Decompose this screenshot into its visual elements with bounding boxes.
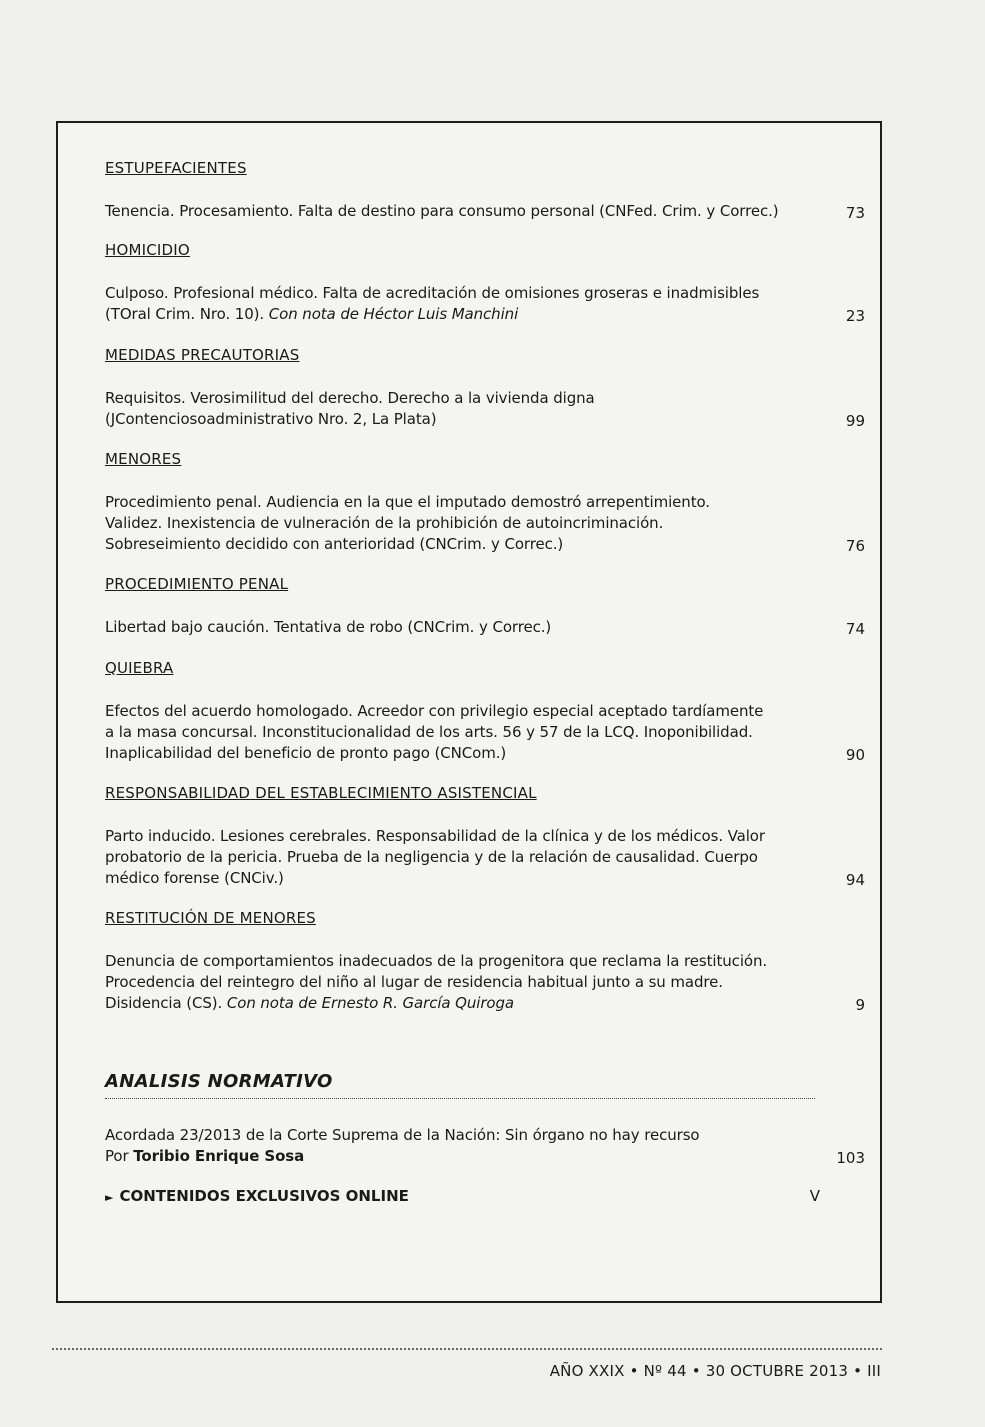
page-number: 94: [845, 871, 865, 889]
heading-medidas-precautorias: MEDIDAS PRECAUTORIAS: [105, 346, 300, 364]
entry-text: Efectos del acuerdo homologado. Acreedor con privilegio especial aceptado tardíamente a la masa concursal. Inconstitucionalidad de los arts. 56 y 57 de la LCQ. Inoponibilidad. Inaplicabilidad del beneficio de pronto pago (CNCom.): [105, 702, 764, 762]
page-number: 99: [845, 412, 865, 430]
author-name: Toribio Enrique Sosa: [133, 1147, 305, 1165]
page-number: 90: [845, 746, 865, 764]
heading-procedimiento-penal: PROCEDIMIENTO PENAL: [105, 575, 289, 593]
contents-frame: [56, 121, 882, 1303]
page-number: 9: [855, 996, 865, 1014]
entry-estupefacientes: [105, 201, 865, 222]
entry-analisis-normativo: [105, 1125, 865, 1167]
section-divider: [105, 1098, 815, 1099]
entry-menores: [105, 492, 865, 555]
entry-text: Requisitos. Verosimilitud del derecho. Derecho a la vivienda digna (JContenciosoadministrativo Nro. 2, La Plata): [105, 389, 595, 428]
entry-quiebra: [105, 701, 865, 764]
heading-quiebra: QUIEBRA: [105, 659, 174, 677]
entry-text: Procedimiento penal. Audiencia en la que el imputado demostró arrepentimiento. Validez. Inexistencia de vulneración de la prohibición de autoincriminación. Sobreseimiento decidido con anterioridad (CNCrim. y Correc.): [105, 493, 710, 553]
triangle-right-icon: ►: [105, 1191, 114, 1204]
page-number: 103: [836, 1149, 865, 1167]
heading-menores: MENORES: [105, 450, 182, 468]
entry-homicidio: [105, 283, 865, 325]
footer-divider: [52, 1348, 882, 1350]
section-title-analisis-normativo: ANALISIS NORMATIVO: [105, 1071, 333, 1092]
entry-text: Libertad bajo caución. Tentativa de robo (CNCrim. y Correc.): [105, 618, 552, 636]
entry-restitucion-de-menores: [105, 951, 865, 1014]
entry-medidas-precautorias: [105, 388, 865, 430]
entry-text: Denuncia de comportamientos inadecuados de la progenitora que reclama la restitución. Procedencia del reintegro del niño al lugar de residencia habitual junto a su madre. Disidencia (CS). Con nota de Ernesto R. García Quiroga: [105, 952, 768, 1012]
entry-text: Tenencia. Procesamiento. Falta de destino para consumo personal (CNFed. Crim. y Correc.): [105, 202, 779, 220]
entry-text: Culposo. Profesional médico. Falta de acreditación de omisiones groseras e inadmisibles (TOral Crim. Nro. 10). Con nota de Héctor Luis Manchini: [105, 284, 760, 323]
entry-responsabilidad: [105, 826, 865, 889]
page-number: 23: [845, 307, 865, 325]
heading-restitucion-de-menores: RESTITUCIÓN DE MENORES: [105, 909, 316, 927]
entry-procedimiento-penal: [105, 617, 865, 638]
heading-estupefacientes: ESTUPEFACIENTES: [105, 159, 247, 177]
heading-responsabilidad: RESPONSABILIDAD DEL ESTABLECIMIENTO ASISTENCIAL: [105, 784, 537, 802]
page-number: 73: [845, 204, 865, 222]
online-link[interactable]: [105, 1187, 409, 1205]
page-number: 74: [845, 620, 865, 638]
online-page-number: V: [809, 1187, 820, 1205]
entry-text: Parto inducido. Lesiones cerebrales. Responsabilidad de la clínica y de los médicos. Valor probatorio de la pericia. Prueba de la negligencia y de la relación de causalidad. Cuerpo médico forense (CNCiv.): [105, 827, 765, 887]
footer-issue-info: AÑO XXIX • Nº 44 • 30 OCTUBRE 2013 • III: [549, 1362, 881, 1380]
entry-text: Acordada 23/2013 de la Corte Suprema de la Nación: Sin órgano no hay recurso Por Toribio Enrique Sosa: [105, 1126, 700, 1165]
heading-homicidio: HOMICIDIO: [105, 241, 190, 259]
page-number: 76: [845, 537, 865, 555]
online-label: CONTENIDOS EXCLUSIVOS ONLINE: [119, 1187, 409, 1205]
